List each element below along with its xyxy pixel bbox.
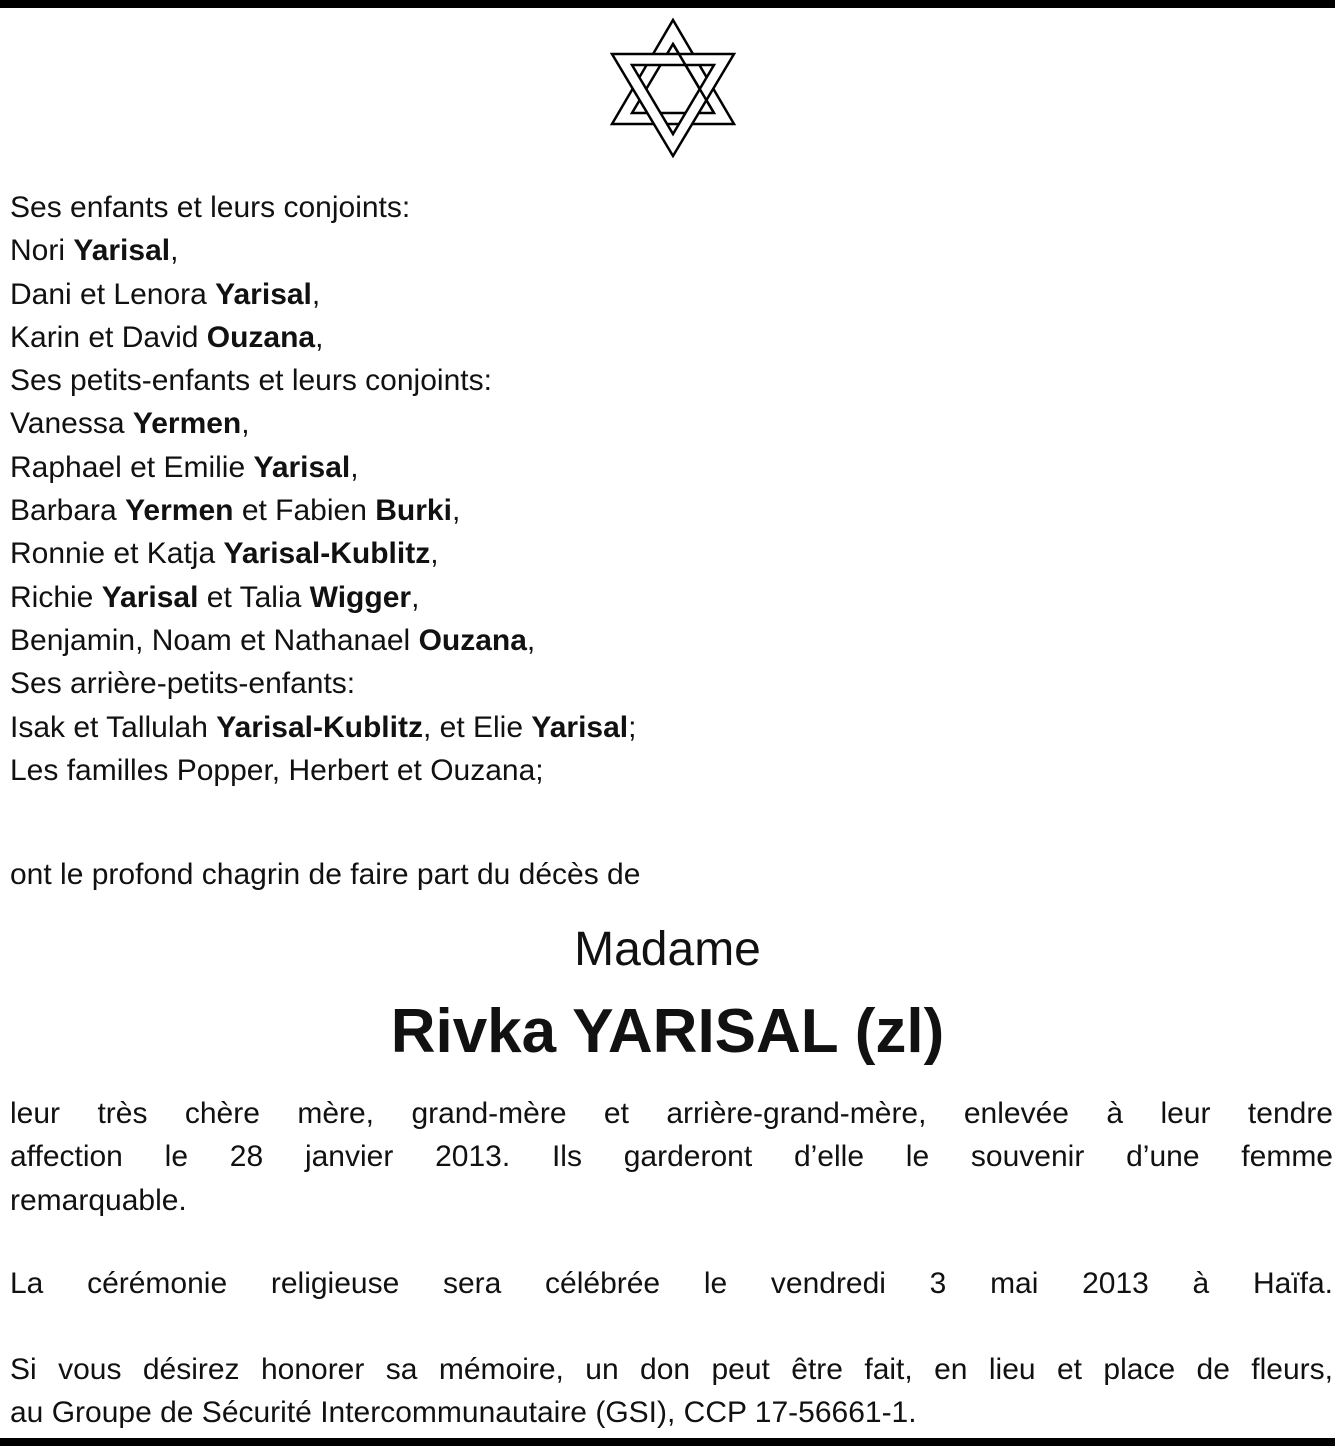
- text-segment: Karin et David: [10, 320, 207, 354]
- text-segment: ,: [350, 450, 359, 484]
- text-segment: et Talia: [198, 580, 310, 614]
- family-line: [10, 273, 1333, 316]
- text-segment: et Fabien: [233, 494, 376, 528]
- text-segment: Barbara: [10, 494, 126, 528]
- tribute-line: leur très chère mère, grand-mère et arrière-grand-mère, enlevée à leur tendre: [10, 1097, 1333, 1130]
- text-segment: Ses enfants et leurs conjoints:: [10, 191, 411, 224]
- text-segment: ,: [311, 277, 321, 311]
- surname: Yarisal: [531, 710, 629, 744]
- tribute-paragraph: [10, 1092, 1333, 1222]
- announcement-text: [10, 853, 1333, 896]
- star-of-david-icon: [608, 16, 738, 160]
- ceremony-paragraph: [10, 1262, 1333, 1305]
- text-segment: ,: [526, 623, 536, 657]
- text-segment: ,: [430, 537, 439, 571]
- family-line: [10, 402, 1333, 445]
- surname: Yermen: [125, 494, 234, 528]
- text-segment: Ronnie et Katja: [10, 537, 224, 571]
- text-segment: Richie: [10, 580, 102, 614]
- text-segment: Vanessa: [10, 407, 133, 441]
- text-segment: ,: [170, 234, 179, 268]
- family-line: [10, 229, 1333, 272]
- family-line: [10, 316, 1333, 359]
- surname: Yarisal: [253, 450, 351, 484]
- family-line: [10, 186, 1333, 229]
- text-segment: Dani et Lenora: [10, 277, 216, 311]
- honorific: Madame: [574, 923, 761, 976]
- family-line: [10, 532, 1333, 575]
- text-segment: ,: [315, 320, 324, 354]
- surname: Yarisal-Kublitz: [223, 537, 431, 571]
- surname: Ouzana: [418, 623, 527, 657]
- tribute-line: remarquable.: [10, 1183, 187, 1217]
- family-line: [10, 359, 1333, 402]
- surname: Yarisal: [101, 580, 199, 614]
- text-segment: Ses arrière-petits-enfants:: [10, 667, 356, 701]
- surname: Yermen: [132, 407, 242, 441]
- family-line: [10, 706, 1333, 749]
- family-line: [10, 619, 1333, 662]
- text-segment: Raphael et Emilie: [10, 450, 254, 484]
- text-segment: Nori: [10, 234, 74, 268]
- donation-line: au Groupe de Sécurité Intercommunautaire (GSI), CCP 17-56661-1.: [10, 1396, 917, 1430]
- text-segment: Isak et Tallulah: [10, 710, 217, 744]
- surname: Yarisal: [215, 277, 312, 311]
- family-line: [10, 749, 1333, 792]
- family-line: [10, 446, 1333, 489]
- text-segment: ,: [451, 494, 461, 528]
- family-line: [10, 489, 1333, 532]
- ceremony-line: La cérémonie religieuse sera célébrée le vendredi 3 mai 2013 à Haïfa.: [10, 1267, 1333, 1300]
- text-segment: Ses petits-enfants et leurs conjoints:: [10, 364, 492, 398]
- text-segment: ;: [628, 710, 637, 744]
- bottom-border: [0, 1438, 1335, 1446]
- announcement-line: ont le profond chagrin de faire part du décès de: [10, 858, 641, 891]
- surname: Yarisal: [73, 234, 171, 268]
- text-segment: ,: [411, 580, 420, 614]
- family-line: [10, 576, 1333, 619]
- donation-paragraph: [10, 1348, 1333, 1435]
- family-list: [10, 186, 1333, 792]
- top-border: [0, 0, 1335, 8]
- family-line: [10, 662, 1333, 705]
- text-segment: Benjamin, Noam et Nathanael: [10, 623, 419, 657]
- surname: Burki: [375, 494, 452, 528]
- surname: Yarisal-Kublitz: [216, 710, 423, 744]
- text-segment: , et Elie: [422, 710, 532, 744]
- text-segment: ,: [241, 407, 250, 441]
- deceased-name: Rivka YARISAL (zl): [390, 997, 945, 1066]
- donation-line: Si vous désirez honorer sa mémoire, un don peut être fait, en lieu et place de fleurs,: [10, 1353, 1333, 1386]
- tribute-line: affection le 28 janvier 2013. Ils garderont d’elle le souvenir d’une femme: [10, 1140, 1333, 1174]
- surname: Wigger: [309, 580, 412, 614]
- surname: Ouzana: [206, 320, 316, 354]
- text-segment: Les familles Popper, Herbert et Ouzana;: [10, 753, 544, 787]
